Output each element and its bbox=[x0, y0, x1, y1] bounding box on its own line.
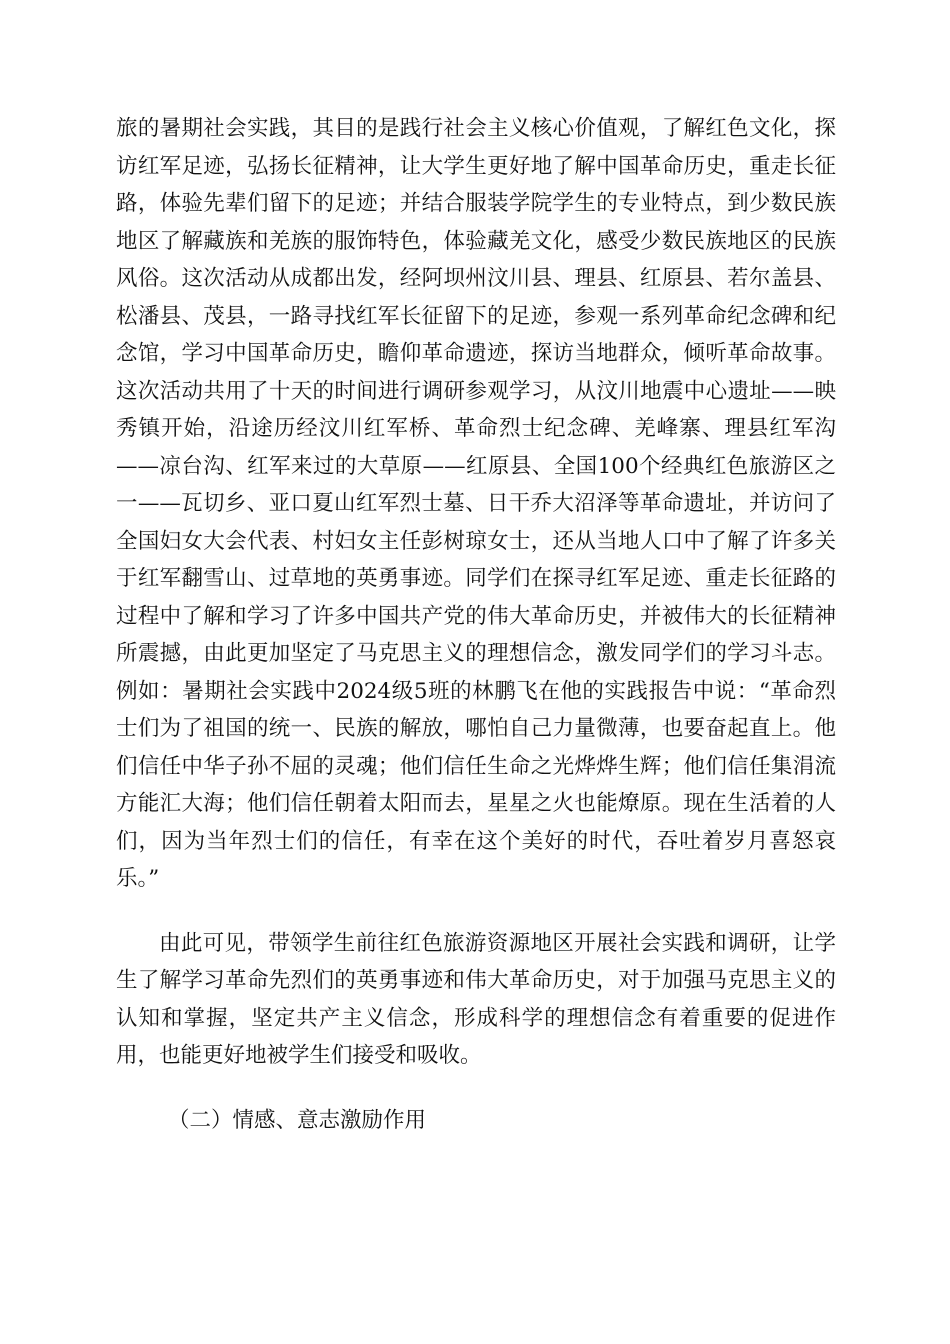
body-paragraph-continued: 旅的暑期社会实践，其目的是践行社会主义核心价值观，了解红色文化，探访红军足迹，弘扬长征精神，让大学生更好地了解中国革命历史，重走长征路，体验先辈们留下的足迹；并结合服装学院学生的专业特点，到少数民族地区了解藏族和羌族的服饰特色，体验藏羌文化，感受少数民族地区的民族风俗。这次活动从成都出发，经阿坝州汶川县、理县、红原县、若尔盖县、松潘县、茂县，一路寻找红军长征留下的足迹，参观一系列革命纪念碑和纪念馆，学习中国革命历史，瞻仰革命遗迹，探访当地群众，倾听革命故事。这次活动共用了十天的时间进行调研参观学习，从汶川地震中心遗址——映秀镇开始，沿途历经汶川红军桥、革命烈士纪念碑、羌峰寨、理县红军沟——凉台沟、红军来过的大草原——红原县、全国100个经典红色旅游区之一——瓦切乡、亚口夏山红军烈士墓、日干乔大沼泽等革命遗址，并访问了全国妇女大会代表、村妇女主任彭树琼女士，还从当地人口中了解了许多关于红军翻雪山、过草地的英勇事迹。同学们在探寻红军足迹、重走长征路的过程中了解和学习了许多中国共产党的伟大革命历史，并被伟大的长征精神所震撼，由此更加坚定了马克思主义的理想信念，激发同学们的学习斗志。例如：暑期社会实践中2024级5班的林鹏飞在他的实践报告中说：“革命烈士们为了祖国的统一、民族的解放，哪怕自己力量微薄，也要奋起直上。他们信任中华子孙不屈的灵魂；他们信任生命之光烨烨生辉；他们信任集涓流方能汇大海；他们信任朝着太阳而去，星星之火也能燎原。现在生活着的人们，因为当年烈士们的信任，有幸在这个美好的时代，吞吐着岁月喜怒哀乐。” bbox=[116, 116, 836, 891]
section-heading: （二）情感、意志激励作用 bbox=[168, 1107, 427, 1133]
document-page bbox=[116, 110, 836, 1139]
body-paragraph-conclusion: 由此可见，带领学生前往红色旅游资源地区开展社会实践和调研，让学生了解学习革命先烈们的英勇事迹和伟大革命历史，对于加强马克思主义的认知和掌握，坚定共产主义信念，形成科学的理想信念有着重要的促进作用，也能更好地被学生们接受和吸收。 bbox=[116, 930, 836, 1068]
